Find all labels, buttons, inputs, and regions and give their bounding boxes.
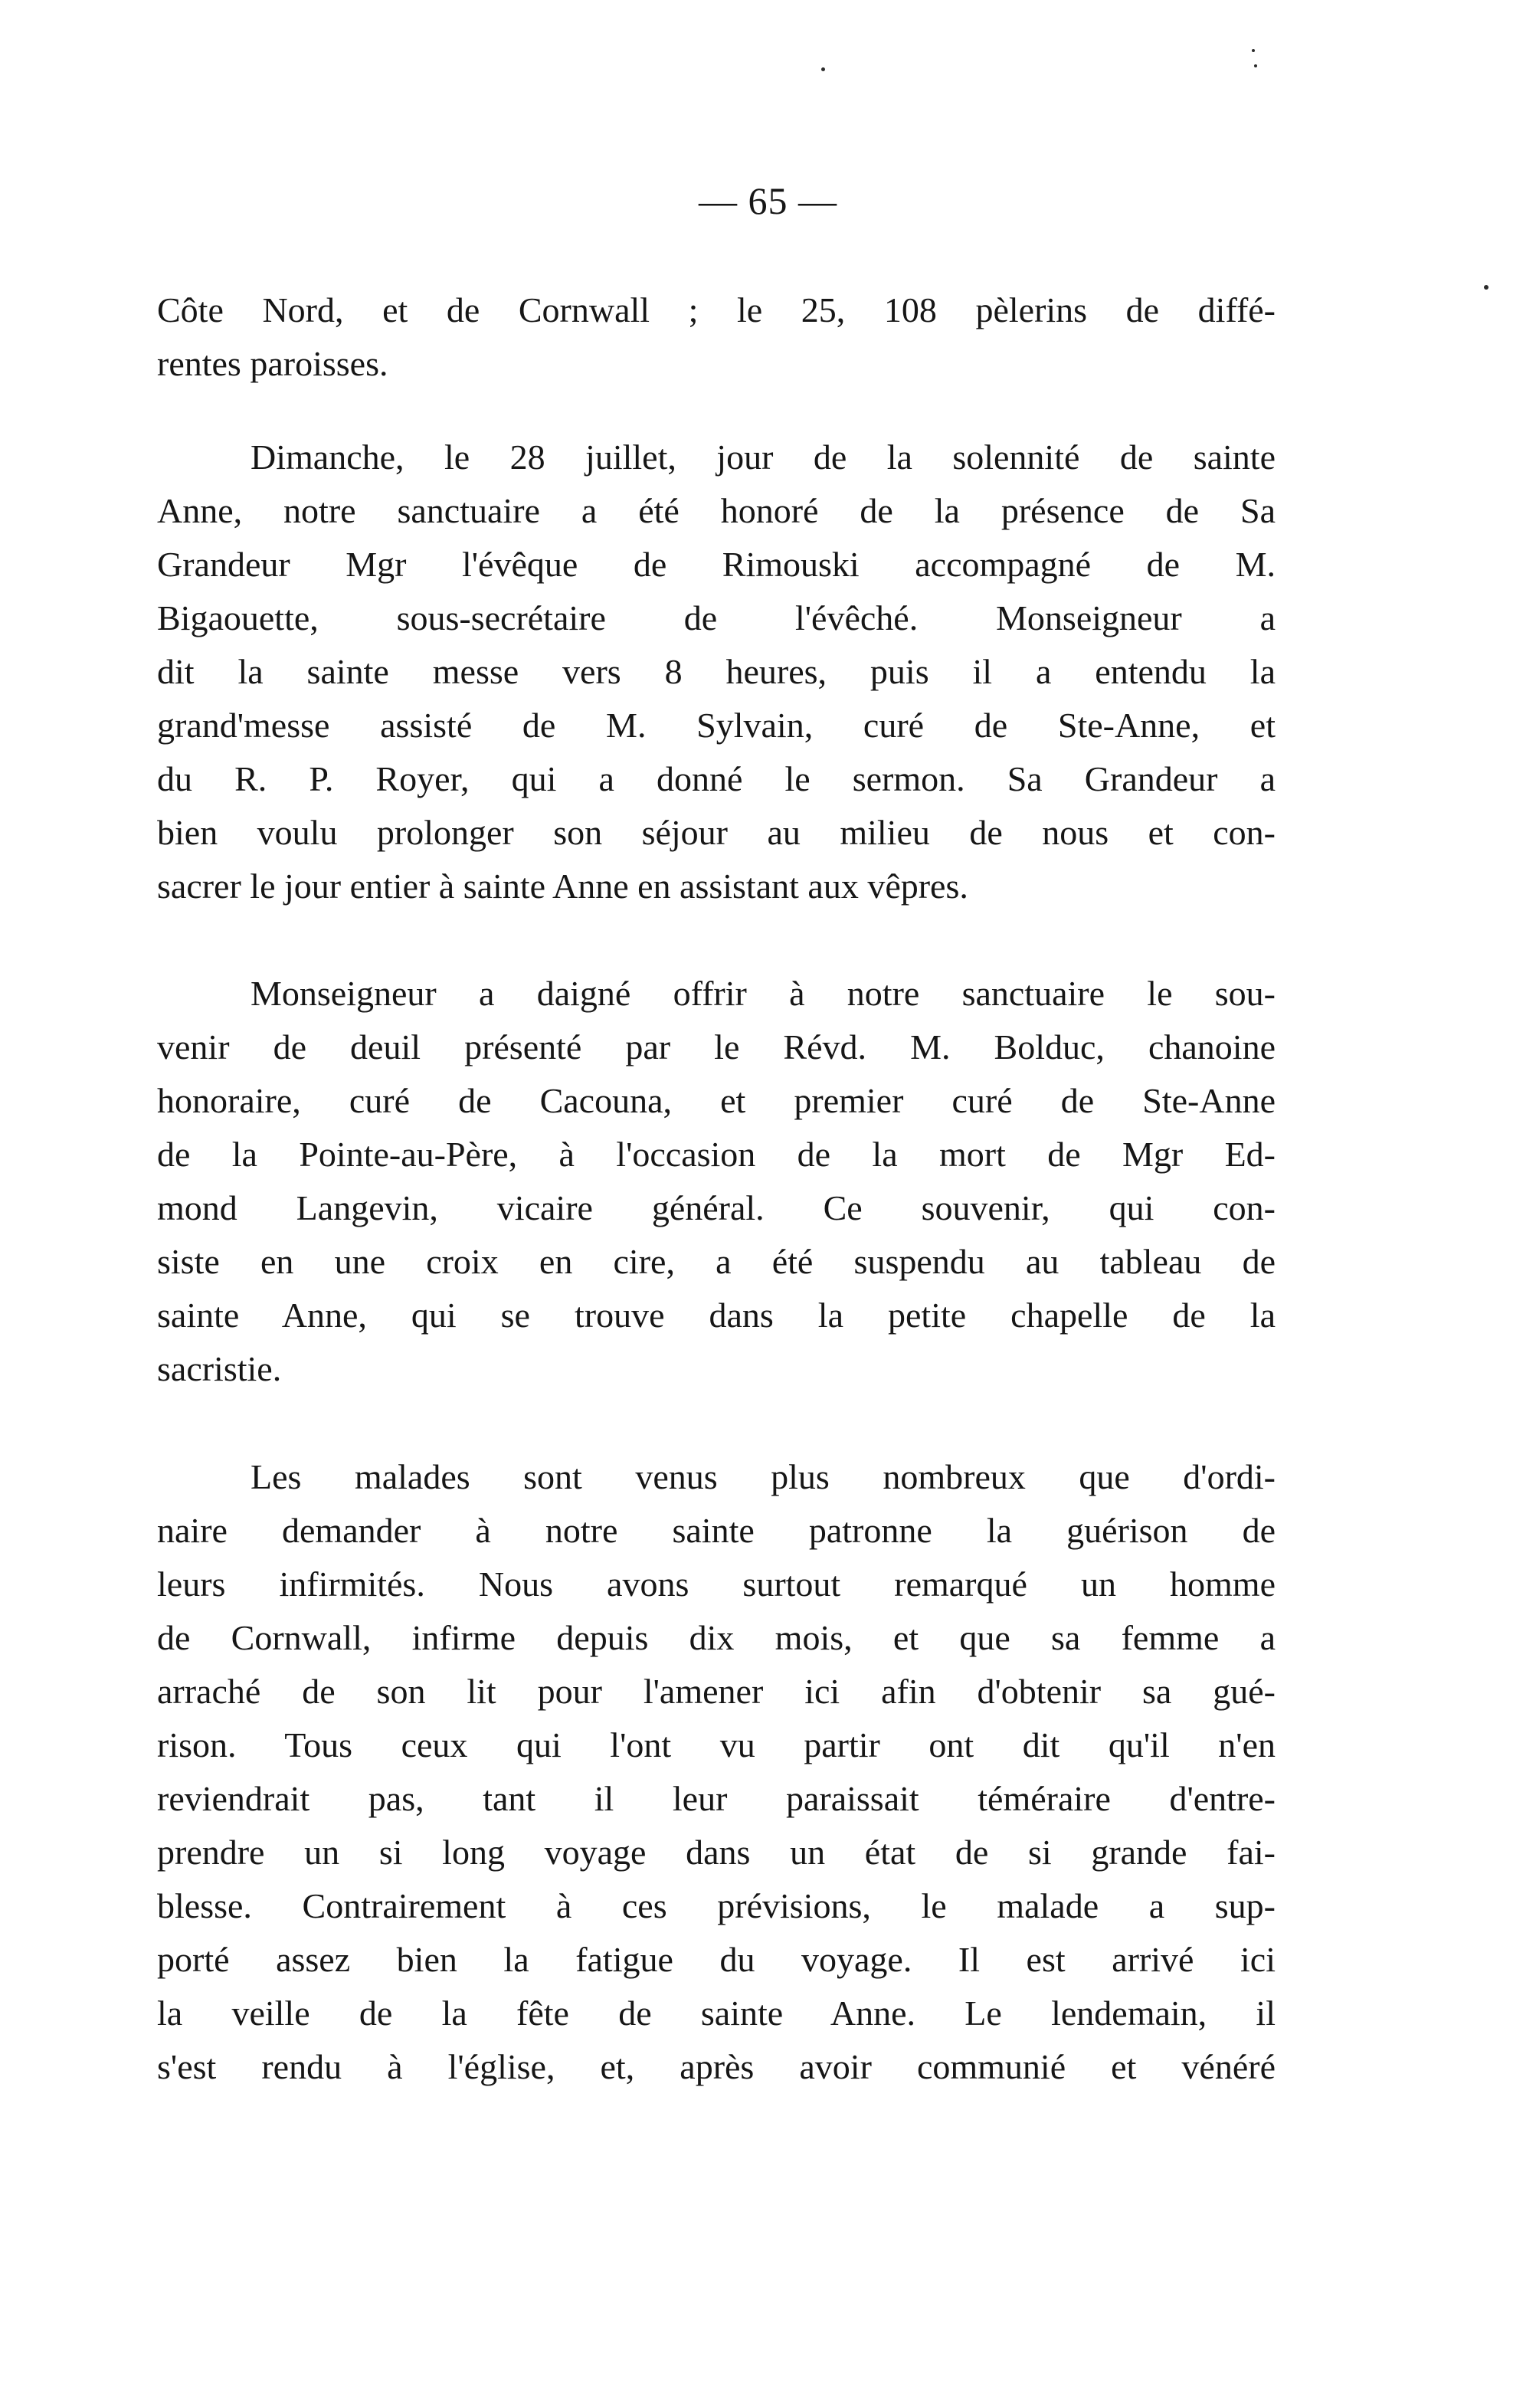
text-line: sainte Anne, qui se trouve dans la petite chapelle de la bbox=[157, 1296, 1276, 1335]
text-line: leurs infirmités. Nous avons surtout remarqué un homme bbox=[157, 1564, 1276, 1604]
text-line: grand'messe assisté de M. Sylvain, curé de Ste-Anne, et bbox=[157, 706, 1276, 745]
text-line: dit la sainte messe vers 8 heures, puis il a entendu la bbox=[157, 652, 1276, 691]
paragraph-3 bbox=[157, 967, 1276, 1396]
print-speck bbox=[821, 67, 825, 71]
text-line: la veille de la fête de sainte Anne. Le lendemain, il bbox=[157, 1994, 1276, 2033]
print-speck bbox=[1484, 285, 1489, 290]
text-line: Grandeur Mgr l'évêque de Rimouski accompagné de M. bbox=[157, 545, 1276, 584]
text-line: rison. Tous ceux qui l'ont vu partir ont dit qu'il n'en bbox=[157, 1725, 1276, 1764]
paragraph-1 bbox=[157, 283, 1276, 391]
page-number: — 65 — bbox=[699, 179, 837, 222]
text-line: de Cornwall, infirme depuis dix mois, et que sa femme a bbox=[157, 1618, 1276, 1657]
text-line: de la Pointe-au-Père, à l'occasion de la mort de Mgr Ed- bbox=[157, 1135, 1276, 1174]
text-line: honoraire, curé de Cacouna, et premier curé de Ste-Anne bbox=[157, 1081, 1276, 1120]
print-speck bbox=[1252, 49, 1255, 52]
text-line: Dimanche, le 28 juillet, jour de la solennité de sainte bbox=[251, 437, 1276, 477]
text-line: Monseigneur a daigné offrir à notre sanctuaire le sou- bbox=[251, 974, 1276, 1013]
text-line: siste en une croix en cire, a été suspendu au tableau de bbox=[157, 1242, 1276, 1281]
paragraph-4 bbox=[157, 1450, 1276, 2094]
text-line: mond Langevin, vicaire général. Ce souvenir, qui con- bbox=[157, 1188, 1276, 1227]
text-line: sacristie. bbox=[157, 1349, 282, 1388]
paragraph-2 bbox=[157, 431, 1276, 913]
text-line: porté assez bien la fatigue du voyage. Il est arrivé ici bbox=[157, 1940, 1276, 1979]
text-line: s'est rendu à l'église, et, après avoir communié et vénéré bbox=[157, 2047, 1276, 2086]
text-line: prendre un si long voyage dans un état de si grande fai- bbox=[157, 1833, 1276, 1872]
text-line: arraché de son lit pour l'amener ici afin d'obtenir sa gué- bbox=[157, 1672, 1276, 1711]
text-line: sacrer le jour entier à sainte Anne en assistant aux vêpres. bbox=[157, 867, 968, 906]
print-speck bbox=[1254, 64, 1257, 67]
text-line: blesse. Contrairement à ces prévisions, le malade a sup- bbox=[157, 1886, 1276, 1925]
text-line: rentes paroisses. bbox=[157, 344, 388, 383]
text-line: venir de deuil présenté par le Révd. M. Bolduc, chanoine bbox=[157, 1027, 1276, 1066]
text-line: bien voulu prolonger son séjour au milieu de nous et con- bbox=[157, 813, 1276, 852]
text-line: Côte Nord, et de Cornwall ; le 25, 108 pèlerins de diffé- bbox=[157, 290, 1276, 329]
text-line: du R. P. Royer, qui a donné le sermon. Sa Grandeur a bbox=[157, 759, 1276, 798]
text-line: Les malades sont venus plus nombreux que d'ordi- bbox=[251, 1457, 1276, 1496]
text-line: naire demander à notre sainte patronne la guérison de bbox=[157, 1511, 1276, 1550]
text-line: Anne, notre sanctuaire a été honoré de la présence de Sa bbox=[157, 491, 1276, 530]
text-line: Bigaouette, sous-secrétaire de l'évêché. Monseigneur a bbox=[157, 598, 1276, 637]
text-line: reviendrait pas, tant il leur paraissait téméraire d'entre- bbox=[157, 1779, 1276, 1818]
